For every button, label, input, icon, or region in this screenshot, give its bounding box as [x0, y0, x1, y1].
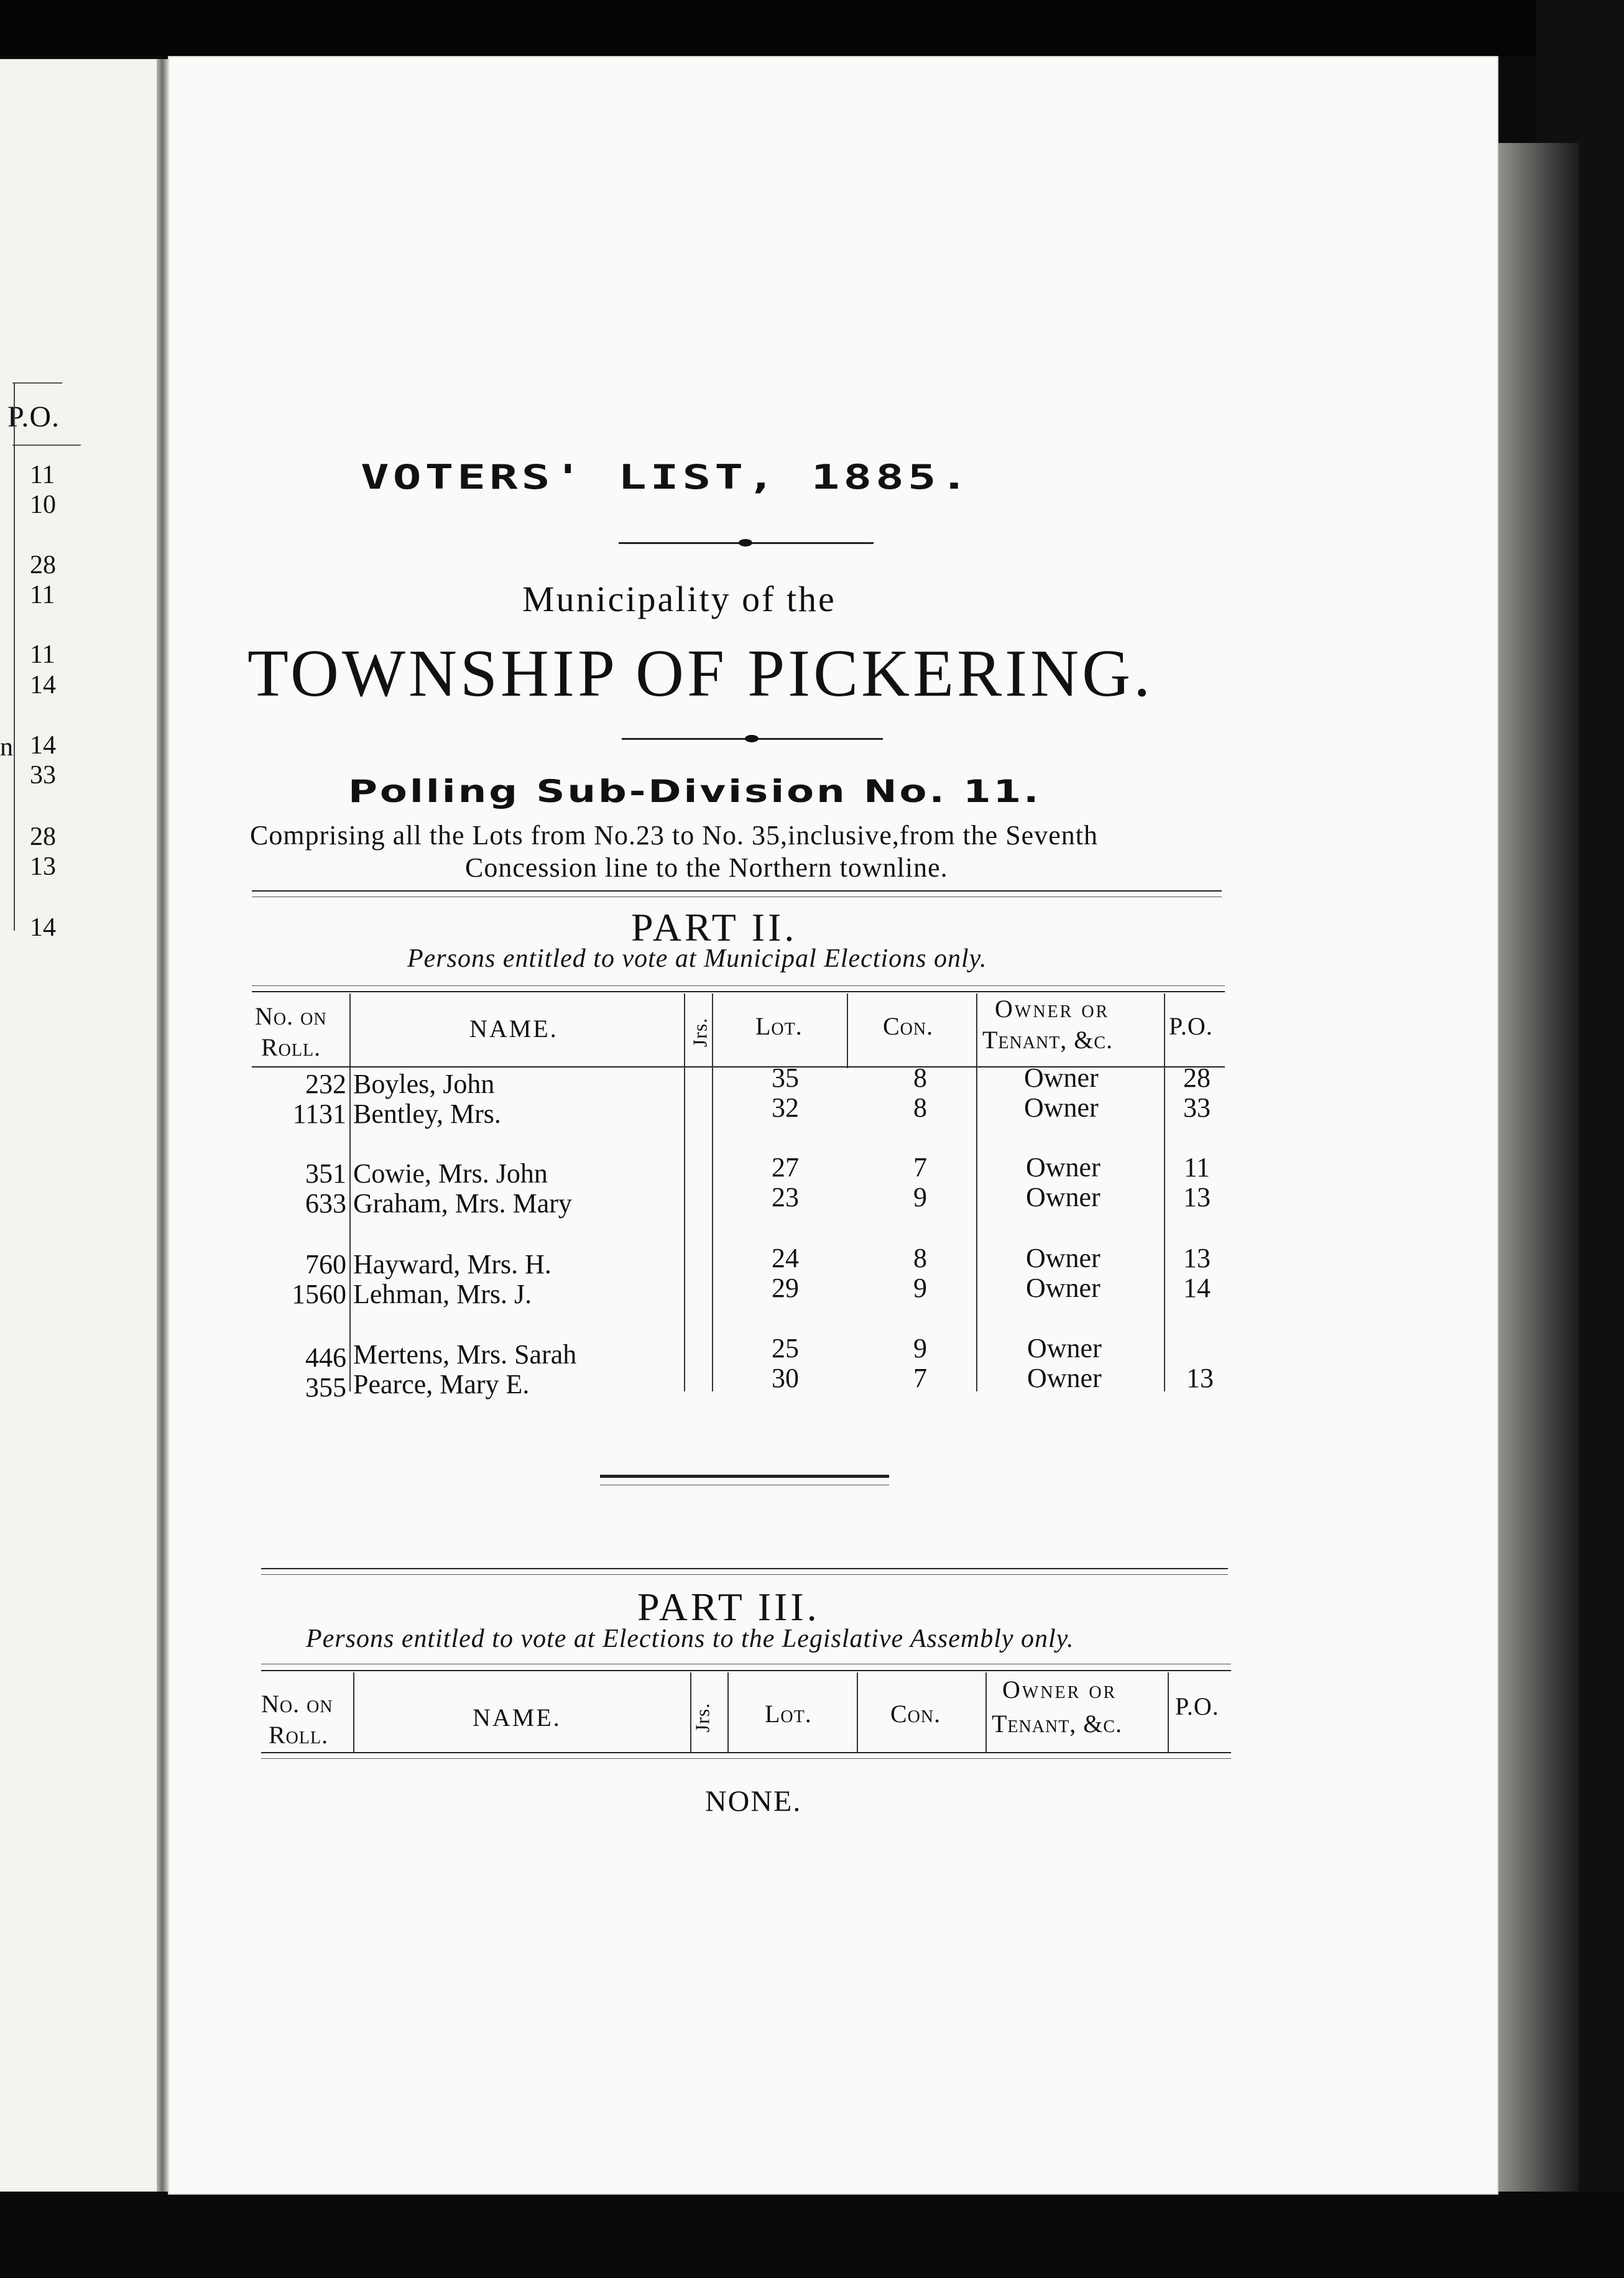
owner-status: Owner — [1026, 1152, 1100, 1183]
roll-number: 446 — [305, 1342, 346, 1373]
section-rule — [252, 890, 1222, 892]
concession-number: 8 — [913, 1063, 927, 1093]
concession-number: 9 — [913, 1273, 927, 1303]
part-2-title: PART II. — [631, 905, 798, 949]
lot-number: 29 — [772, 1273, 799, 1303]
left-page-rule — [12, 382, 62, 384]
left-page-po-number: 28 — [30, 823, 56, 851]
voter-name: Mertens, Mrs. Sarah — [353, 1339, 577, 1370]
header-owner-line1: Owner or — [1002, 1676, 1117, 1704]
section-rule — [261, 1574, 1228, 1575]
left-page-po-header: P.O. — [7, 400, 60, 433]
column-divider — [847, 994, 848, 1068]
header-bottom-rule — [261, 1758, 1231, 1759]
voter-name: Lehman, Mrs. J. — [353, 1279, 532, 1309]
po-number: 33 — [1183, 1092, 1211, 1123]
po-number: 28 — [1183, 1063, 1211, 1093]
column-divider — [857, 1672, 858, 1752]
section-rule — [261, 1568, 1228, 1569]
owner-status: Owner — [1026, 1273, 1100, 1303]
column-divider — [684, 994, 685, 1391]
table-rule — [252, 991, 1225, 992]
column-divider — [712, 994, 713, 1391]
concession-number: 7 — [913, 1152, 927, 1183]
concession-number: 8 — [913, 1243, 927, 1273]
lot-number: 24 — [772, 1243, 799, 1273]
po-number: 13 — [1186, 1363, 1214, 1393]
left-page-column-line — [14, 384, 15, 931]
left-page-po-number: 14 — [30, 913, 56, 942]
left-page-text-fragment: n — [0, 733, 13, 762]
header-roll-line1: No. on — [255, 1002, 327, 1030]
lot-number: 25 — [772, 1333, 799, 1363]
left-page-rule — [12, 445, 81, 446]
lot-number: 35 — [772, 1063, 799, 1093]
header-lot: Lot. — [755, 1012, 803, 1040]
header-name: NAME. — [469, 1015, 558, 1043]
voter-name: Bentley, Mrs. — [353, 1099, 501, 1129]
voter-name: Graham, Mrs. Mary — [353, 1188, 572, 1219]
header-po: P.O. — [1175, 1692, 1219, 1720]
part-2-subtitle: Persons entitled to vote at Municipal Elections only. — [407, 944, 987, 973]
comprising-description-line-1: Comprising all the Lots from No.23 to No. 35,inclusive,from the Seventh — [250, 820, 1098, 851]
voter-name: Pearce, Mary E. — [353, 1369, 530, 1400]
roll-number: 351 — [305, 1158, 346, 1189]
part-3-subtitle: Persons entitled to vote at Elections to the Legislative Assembly only. — [306, 1625, 1074, 1653]
comprising-description-line-2: Concession line to the Northern townline. — [465, 852, 948, 883]
owner-status: Owner — [1027, 1333, 1102, 1363]
owner-status: Owner — [1026, 1243, 1100, 1273]
header-owner-line1: Owner or — [995, 995, 1110, 1023]
header-name: NAME. — [473, 1704, 561, 1732]
roll-number: 355 — [305, 1372, 346, 1403]
left-page-po-number: 13 — [30, 852, 56, 881]
owner-status: Owner — [1026, 1182, 1100, 1212]
page-gutter — [157, 59, 168, 2192]
header-bottom-rule — [261, 1752, 1231, 1753]
header-con: Con. — [890, 1700, 941, 1728]
header-roll-line2: Roll. — [269, 1721, 329, 1749]
header-con: Con. — [883, 1012, 934, 1040]
owner-status: Owner — [1024, 1063, 1099, 1093]
owner-status: Owner — [1024, 1092, 1099, 1123]
left-page-po-number: 11 — [30, 640, 55, 669]
header-roll-line1: No. on — [261, 1690, 333, 1718]
header-jrs: Jrs. — [691, 1702, 714, 1733]
column-divider — [349, 994, 351, 1391]
municipality-line: Municipality of the — [522, 579, 836, 619]
separator-rule — [600, 1475, 889, 1478]
page-edge-shadow — [1492, 143, 1579, 2207]
roll-number: 1560 — [292, 1279, 346, 1309]
voter-name: Boyles, John — [353, 1069, 495, 1099]
lot-number: 30 — [772, 1363, 799, 1393]
lot-number: 23 — [772, 1182, 799, 1212]
column-divider — [985, 1672, 987, 1752]
header-po: P.O. — [1169, 1012, 1213, 1040]
column-divider — [976, 994, 977, 1391]
part-3-title: PART III. — [637, 1585, 820, 1629]
left-page-po-number: 14 — [30, 731, 56, 760]
table-rule — [252, 985, 1225, 986]
po-number: 11 — [1183, 1152, 1211, 1183]
roll-number: 232 — [305, 1069, 346, 1099]
concession-number: 8 — [913, 1092, 927, 1123]
polling-subdivision-heading: Polling Sub-Division No. 11. — [348, 774, 1041, 810]
column-divider — [690, 1672, 691, 1752]
document-title: VOTERS' LIST, 1885. — [361, 457, 972, 497]
column-divider — [727, 1672, 729, 1752]
column-divider — [1164, 994, 1165, 1391]
concession-number: 9 — [913, 1333, 927, 1363]
left-page-po-number: 28 — [30, 551, 56, 579]
left-page-po-number: 11 — [30, 461, 55, 489]
left-page-po-number: 11 — [30, 581, 55, 609]
po-number: 13 — [1183, 1182, 1211, 1212]
ornament-diamond — [739, 539, 752, 546]
none-entry: NONE. — [705, 1785, 802, 1818]
header-roll-line2: Roll. — [261, 1033, 321, 1061]
column-divider — [353, 1672, 354, 1752]
left-page-po-number: 14 — [30, 671, 56, 699]
voter-name: Hayward, Mrs. H. — [353, 1249, 551, 1280]
scan-border-top — [0, 0, 1624, 56]
header-jrs: Jrs. — [688, 1017, 711, 1048]
lot-number: 27 — [772, 1152, 799, 1183]
roll-number: 633 — [305, 1188, 346, 1219]
header-lot: Lot. — [765, 1700, 812, 1728]
township-heading: TOWNSHIP OF PICKERING. — [247, 637, 1154, 711]
header-owner-line2: Tenant, &c. — [982, 1026, 1114, 1054]
ornament-diamond — [745, 735, 759, 742]
lot-number: 32 — [772, 1092, 799, 1123]
roll-number: 760 — [305, 1249, 346, 1280]
po-number: 14 — [1183, 1273, 1211, 1303]
concession-number: 7 — [913, 1363, 927, 1393]
voter-name: Cowie, Mrs. John — [353, 1158, 548, 1189]
scan-border-bottom — [0, 2192, 1624, 2278]
header-owner-line2: Tenant, &c. — [992, 1710, 1123, 1738]
roll-number: 1131 — [292, 1099, 346, 1129]
owner-status: Owner — [1027, 1363, 1102, 1393]
left-page-po-number: 33 — [30, 761, 56, 790]
table-rule — [261, 1670, 1231, 1671]
column-divider — [1168, 1672, 1169, 1752]
left-page-po-number: 10 — [30, 491, 56, 519]
po-number: 13 — [1183, 1243, 1211, 1273]
concession-number: 9 — [913, 1182, 927, 1212]
